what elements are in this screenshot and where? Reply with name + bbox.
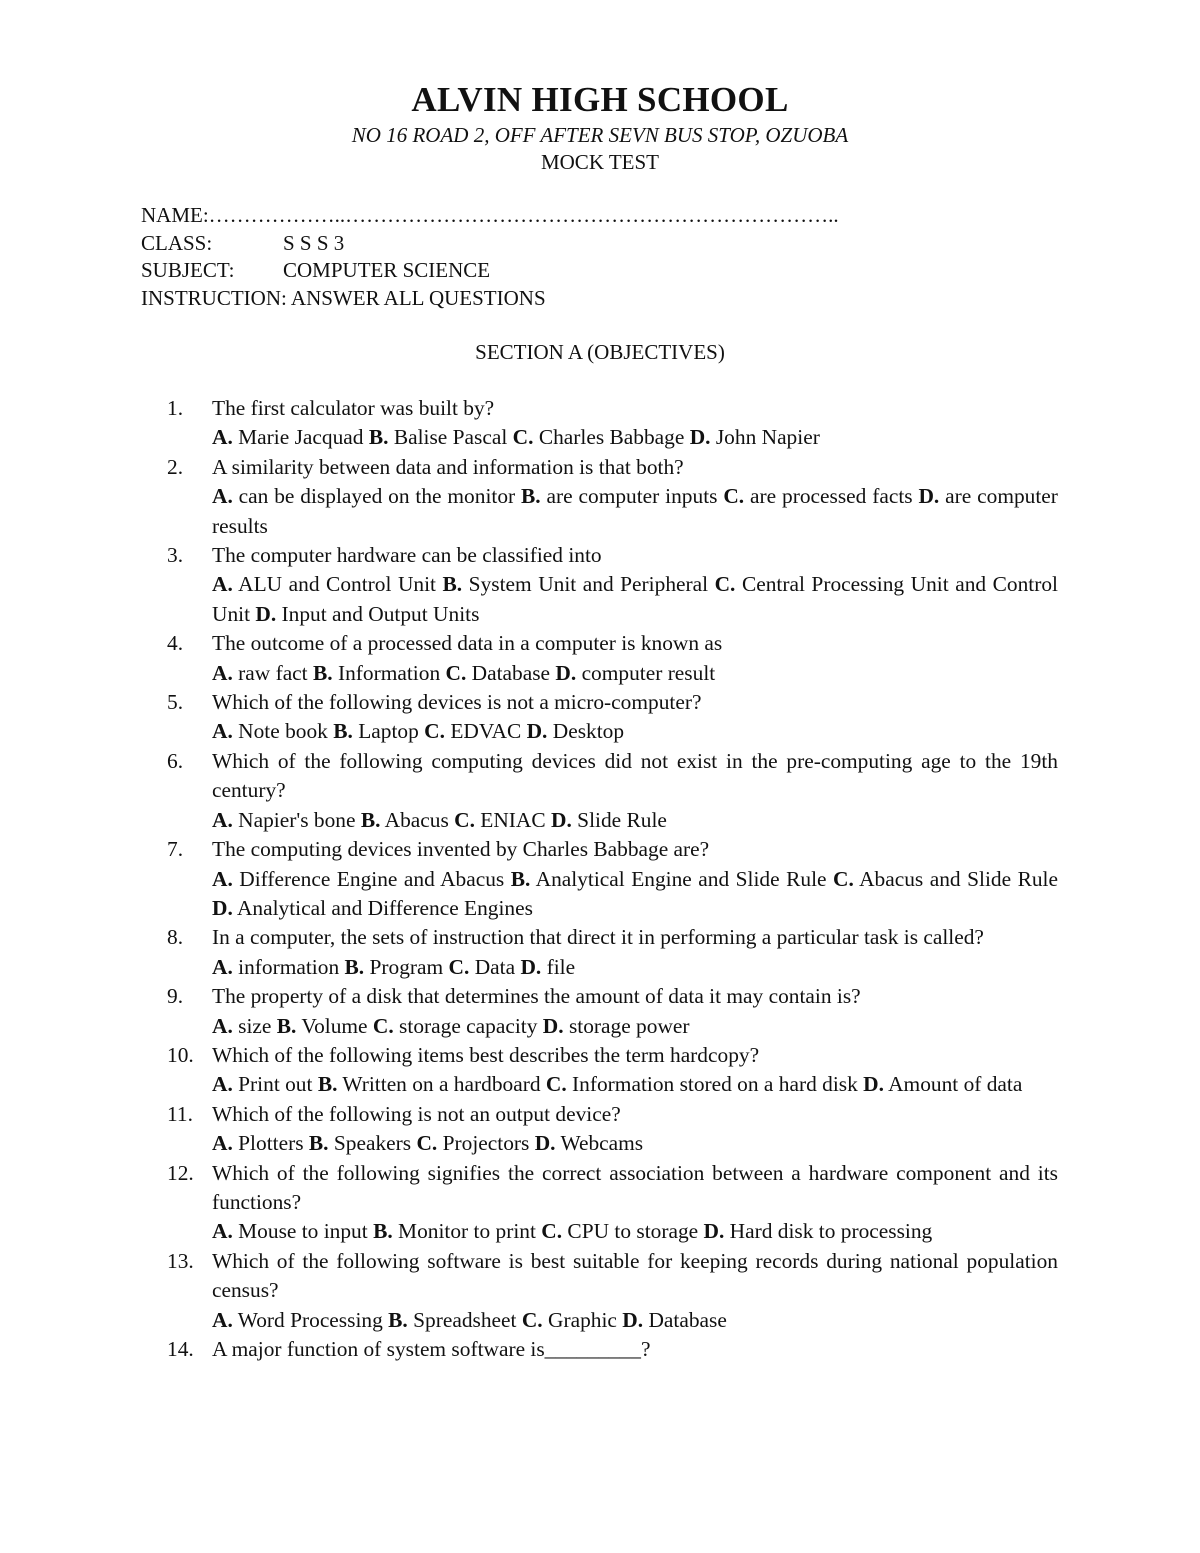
- question-number: 11.: [167, 1101, 193, 1126]
- option-text: Written on a hardboard: [342, 1072, 541, 1097]
- question-number: 10.: [167, 1042, 194, 1067]
- option-text: Balise Pascal: [393, 425, 508, 450]
- option-letter: B.: [510, 866, 531, 891]
- option-text: are processed facts: [750, 484, 913, 509]
- option-text: Spreadsheet: [413, 1307, 517, 1332]
- question-number: 7.: [167, 837, 184, 862]
- question-number: 12.: [167, 1160, 194, 1185]
- option-text: can be displayed on the monitor: [238, 484, 516, 509]
- question-options: [212, 717, 1058, 746]
- option-text: Abacus and Slide Rule: [859, 866, 1058, 891]
- option-text: Plotters: [238, 1131, 304, 1156]
- subject-label: SUBJECT:: [141, 258, 235, 282]
- question-text: The computing devices invented by Charles Babbage are?: [212, 837, 710, 862]
- option-text: Print out: [238, 1072, 313, 1097]
- option-text: Monitor to print: [398, 1219, 536, 1244]
- question-text: Which of the following software is best suitable for keeping records during national population census?: [212, 1248, 1058, 1303]
- question-options: [212, 953, 1058, 982]
- option-letter: A.: [212, 425, 233, 450]
- option-letter: D.: [555, 660, 577, 685]
- option-letter: B.: [276, 1013, 297, 1038]
- class-value: S S S 3: [283, 231, 345, 255]
- exam-type: MOCK TEST: [540, 150, 660, 174]
- option-letter: C.: [521, 1307, 543, 1332]
- option-text: Laptop: [358, 719, 419, 744]
- question-text: In a computer, the sets of instruction that direct it in performing a particular task is called?: [212, 925, 984, 950]
- question-number: 8.: [167, 925, 184, 950]
- option-letter: B.: [373, 1219, 393, 1244]
- option-text: Information stored on a hard disk: [572, 1072, 858, 1097]
- question-text: Which of the following devices is not a micro-computer?: [212, 690, 702, 715]
- question-item: [167, 982, 1058, 1041]
- option-letter: B.: [442, 572, 463, 597]
- option-text: Program: [369, 954, 444, 979]
- question-options: [212, 570, 1058, 629]
- question-item: [167, 394, 1058, 453]
- option-text: Marie Jacquad: [238, 425, 364, 450]
- question-body: [212, 1335, 1058, 1364]
- option-letter: C.: [714, 572, 736, 597]
- option-letter: C.: [445, 660, 467, 685]
- option-text: Speakers: [333, 1131, 412, 1156]
- class-label: CLASS:: [141, 231, 213, 255]
- option-text: Graphic: [548, 1307, 617, 1332]
- option-text: Word Processing: [237, 1307, 383, 1332]
- name-label: NAME:: [141, 203, 209, 227]
- question-text: A similarity between data and information is that both?: [212, 454, 684, 479]
- question-body: [212, 629, 1058, 688]
- question-text: The computer hardware can be classified into: [212, 543, 602, 568]
- option-letter: C.: [416, 1131, 438, 1156]
- option-letter: D.: [526, 719, 548, 744]
- option-letter: D.: [255, 601, 277, 626]
- option-text: raw fact: [238, 660, 308, 685]
- option-letter: A.: [212, 1131, 233, 1156]
- option-letter: D.: [918, 484, 940, 509]
- option-letter: B.: [360, 807, 381, 832]
- option-letter: A.: [212, 1307, 233, 1332]
- option-text: information: [238, 954, 340, 979]
- option-letter: D.: [863, 1072, 884, 1097]
- option-letter: A.: [212, 954, 233, 979]
- option-text: Database: [648, 1307, 727, 1332]
- question-item: [167, 1100, 1058, 1159]
- question-item: [167, 1247, 1058, 1335]
- question-body: [212, 394, 1058, 453]
- option-letter: C.: [448, 954, 470, 979]
- subject-value: COMPUTER SCIENCE: [283, 258, 491, 282]
- option-text: Data: [474, 954, 516, 979]
- option-text: Charles Babbage: [538, 425, 685, 450]
- option-letter: D.: [212, 895, 233, 920]
- option-text: Projectors: [442, 1131, 530, 1156]
- option-text: Information: [337, 660, 441, 685]
- question-body: [212, 1041, 1058, 1100]
- question-options: [212, 423, 1058, 452]
- option-text: Hard disk to processing: [729, 1219, 933, 1244]
- question-body: [212, 1159, 1058, 1247]
- option-text: Central Processing Unit and Control Unit: [212, 572, 1058, 626]
- option-text: EDVAC: [450, 719, 522, 744]
- option-letter: B.: [317, 1072, 338, 1097]
- section-heading: SECTION A (OBJECTIVES): [475, 340, 725, 364]
- option-letter: A.: [212, 1072, 233, 1097]
- option-text: size: [238, 1013, 272, 1038]
- question-body: [212, 541, 1058, 629]
- question-body: [212, 747, 1058, 835]
- option-letter: A.: [212, 660, 233, 685]
- option-text: Amount of data: [888, 1072, 1023, 1097]
- option-text: Mouse to input: [238, 1219, 368, 1244]
- option-letter: C.: [424, 719, 445, 744]
- question-item: [167, 541, 1058, 629]
- question-item: [167, 923, 1058, 982]
- option-letter: A.: [212, 1013, 233, 1038]
- question-text: Which of the following items best describes the term hardcopy?: [212, 1042, 760, 1067]
- question-number: 4.: [167, 631, 184, 656]
- question-text: Which of the following is not an output device?: [212, 1101, 621, 1126]
- option-letter: A.: [212, 807, 233, 832]
- option-text: Difference Engine and Abacus: [239, 866, 505, 891]
- option-text: Note book: [238, 719, 328, 744]
- question-item: [167, 688, 1058, 747]
- option-letter: C.: [512, 425, 534, 450]
- question-number: 6.: [167, 748, 184, 773]
- question-number: 2.: [167, 454, 184, 479]
- question-body: [212, 688, 1058, 747]
- option-text: Slide Rule: [577, 807, 667, 832]
- option-text: are computer inputs: [546, 484, 718, 509]
- option-letter: A.: [212, 866, 233, 891]
- subject-line: [141, 257, 490, 283]
- option-text: storage capacity: [399, 1013, 538, 1038]
- name-line: [141, 202, 839, 228]
- option-letter: D.: [551, 807, 572, 832]
- option-text: Analytical and Difference Engines: [236, 895, 533, 920]
- option-text: Analytical Engine and Slide Rule: [535, 866, 827, 891]
- option-letter: D.: [520, 954, 542, 979]
- option-text: Volume: [301, 1013, 368, 1038]
- option-letter: B.: [388, 1307, 408, 1332]
- school-name: ALVIN HIGH SCHOOL: [411, 80, 789, 119]
- option-letter: A.: [212, 1219, 233, 1244]
- option-letter: D.: [622, 1307, 644, 1332]
- question-options: [212, 1217, 1058, 1246]
- option-letter: C.: [454, 807, 475, 832]
- option-letter: C.: [723, 484, 745, 509]
- option-letter: A.: [212, 572, 233, 597]
- question-text: A major function of system software is_________?: [212, 1337, 651, 1361]
- question-options: [212, 1129, 1058, 1158]
- question-text: The property of a disk that determines the amount of data it may contain is?: [212, 984, 861, 1009]
- question-options: [212, 1070, 1058, 1099]
- option-letter: D.: [534, 1131, 556, 1156]
- question-list: [167, 394, 1058, 1364]
- question-body: [212, 835, 1058, 923]
- question-options: [212, 659, 1058, 688]
- question-options: [212, 1012, 1058, 1041]
- question-body: [212, 1100, 1058, 1159]
- question-number: 5.: [167, 690, 184, 715]
- option-text: computer result: [581, 660, 716, 685]
- option-text: storage power: [568, 1013, 690, 1038]
- option-text: are computer results: [212, 484, 1058, 538]
- option-letter: C.: [372, 1013, 394, 1038]
- option-letter: C.: [541, 1219, 563, 1244]
- option-text: Napier's bone: [238, 807, 356, 832]
- question-item: [167, 1159, 1058, 1247]
- class-line: [141, 230, 344, 256]
- option-letter: A.: [212, 719, 233, 744]
- school-address: NO 16 ROAD 2, OFF AFTER SEVN BUS STOP, OZUOBA: [351, 123, 849, 147]
- option-text: Database: [471, 660, 551, 685]
- name-dots: ………………..……………………………………………………………..: [208, 203, 839, 227]
- question-body: [212, 982, 1058, 1041]
- option-letter: B.: [312, 660, 333, 685]
- question-text: Which of the following computing devices did not exist in the pre-computing age to the 19th century?: [212, 748, 1058, 803]
- option-text: John Napier: [715, 425, 820, 450]
- question-number: 13.: [167, 1248, 194, 1273]
- question-options: [212, 806, 1058, 835]
- instruction-line: INSTRUCTION: ANSWER ALL QUESTIONS: [141, 286, 546, 310]
- option-letter: C.: [833, 866, 854, 891]
- option-letter: D.: [689, 425, 711, 450]
- option-text: ENIAC: [480, 807, 546, 832]
- question-item: [167, 453, 1058, 541]
- question-options: [212, 865, 1058, 924]
- question-item: [167, 835, 1058, 923]
- option-text: Input and Output Units: [281, 601, 480, 626]
- question-text: Which of the following signifies the correct association between a hardware component and its functions?: [212, 1160, 1058, 1214]
- option-letter: B.: [368, 425, 389, 450]
- question-options: [212, 1306, 1058, 1335]
- option-text: ALU and Control Unit: [238, 572, 436, 597]
- option-text: CPU to storage: [567, 1219, 699, 1244]
- option-letter: C.: [545, 1072, 567, 1097]
- question-item: [167, 747, 1058, 835]
- option-letter: B.: [344, 954, 365, 979]
- option-letter: D.: [542, 1013, 564, 1038]
- question-number: 14.: [167, 1337, 194, 1361]
- question-options: [212, 482, 1058, 541]
- option-text: file: [546, 954, 576, 979]
- question-text: The first calculator was built by?: [212, 396, 495, 420]
- question-item: [167, 629, 1058, 688]
- question-body: [212, 453, 1058, 541]
- option-text: System Unit and Peripheral: [468, 572, 709, 597]
- option-letter: B.: [333, 719, 353, 744]
- option-letter: B.: [308, 1131, 329, 1156]
- option-text: Desktop: [552, 719, 625, 744]
- question-body: [212, 923, 1058, 982]
- option-letter: A.: [212, 484, 233, 509]
- question-text: The outcome of a processed data in a computer is known as: [212, 631, 723, 656]
- question-number: 1.: [167, 396, 184, 420]
- option-text: Abacus: [384, 807, 449, 832]
- option-text: Webcams: [560, 1131, 644, 1156]
- question-number: 3.: [167, 543, 184, 568]
- question-body: [212, 1247, 1058, 1335]
- question-number: 9.: [167, 984, 184, 1009]
- option-letter: D.: [703, 1219, 725, 1244]
- question-item: [167, 1335, 1058, 1364]
- option-letter: B.: [521, 484, 541, 509]
- question-item: [167, 1041, 1058, 1100]
